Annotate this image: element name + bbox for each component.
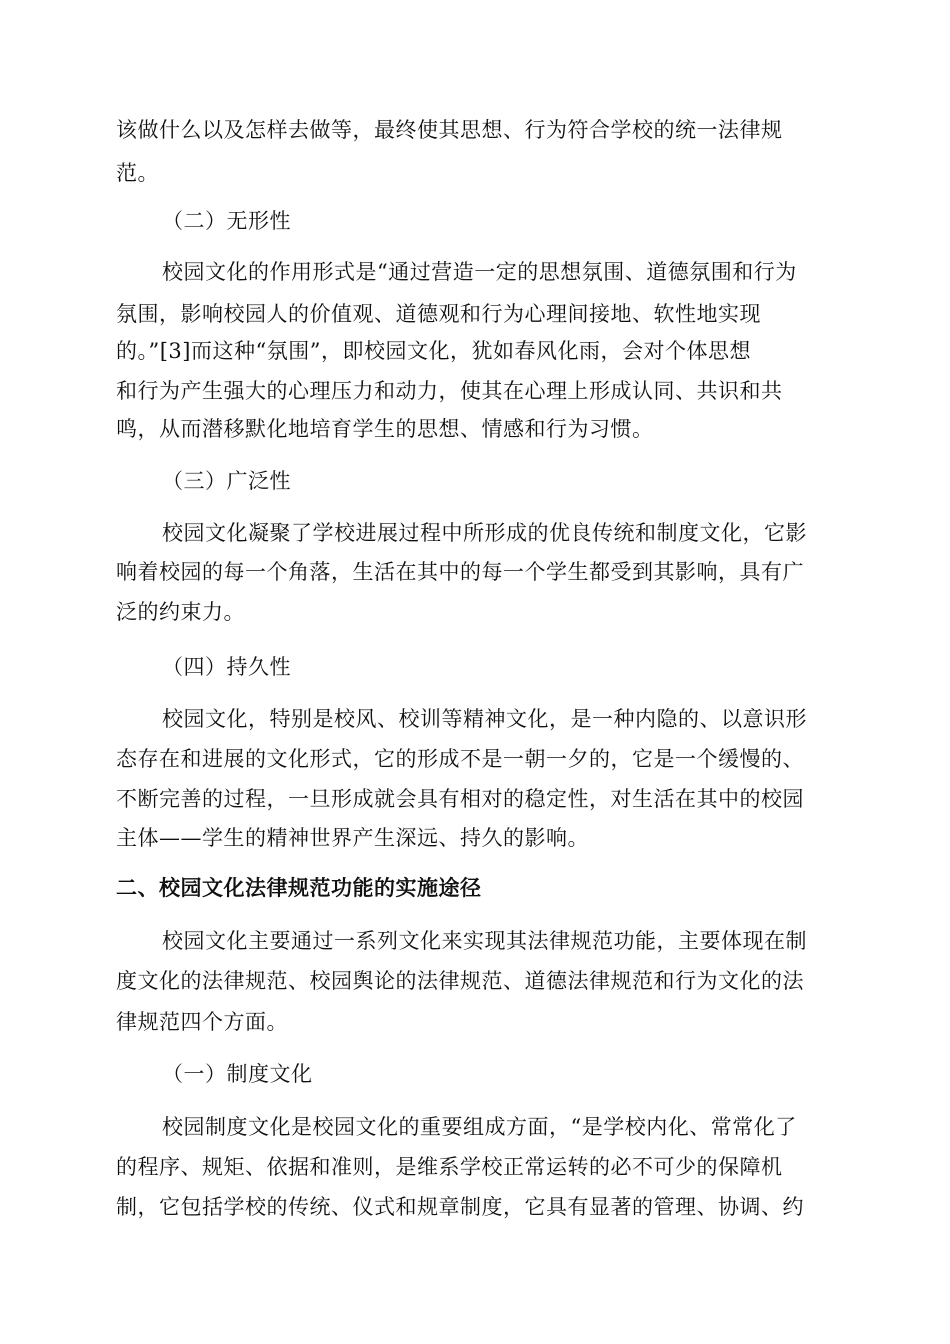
paragraph-line: 和行为产生强大的心理压力和动力，使其在心理上形成认同、共识和共 bbox=[116, 379, 783, 403]
subsection-heading: （四）持久性 bbox=[162, 655, 291, 679]
section-heading: 二、校园文化法律规范功能的实施途径 bbox=[116, 875, 482, 900]
paragraph-line: 氛围，影响校园人的价值观、道德观和行为心理间接地、软性地实现 bbox=[116, 302, 761, 326]
paragraph-line: 泛的约束力。 bbox=[116, 600, 245, 624]
paragraph-line: 的程序、规矩、依据和准则，是维系学校正常运转的必不可少的保障机 bbox=[116, 1155, 783, 1179]
paragraph-line: 校园文化凝聚了学校进展过程中所形成的优良传统和制度文化，它影 bbox=[162, 521, 807, 545]
subsection-heading: （二）无形性 bbox=[162, 209, 291, 233]
paragraph-line: 的。”[3]而这种“氛围”，即校园文化，犹如春风化雨，会对个体思想 bbox=[116, 339, 751, 363]
paragraph-line: 律规范四个方面。 bbox=[116, 1010, 288, 1034]
paragraph-line: 制，它包括学校的传统、仪式和规章制度，它具有显著的管理、协调、约 bbox=[116, 1195, 804, 1219]
paragraph-line: 校园制度文化是校园文化的重要组成方面，“是学校内化、常常化了 bbox=[162, 1115, 797, 1139]
subsection-heading: （一）制度文化 bbox=[162, 1062, 313, 1086]
paragraph-line: 校园文化的作用形式是“通过营造一定的思想氛围、道德氛围和行为 bbox=[162, 260, 797, 284]
paragraph-line: 态存在和进展的文化形式，它的形成不是一朝一夕的，它是一个缓慢的、 bbox=[116, 747, 804, 771]
paragraph-line: 鸣，从而潜移默化地培育学生的思想、情感和行为习惯。 bbox=[116, 417, 654, 441]
paragraph-line: 范。 bbox=[116, 161, 159, 185]
paragraph-line: 该做什么以及怎样去做等，最终使其思想、行为符合学校的统一法律规 bbox=[116, 118, 783, 142]
paragraph-line: 主体——学生的精神世界产生深远、持久的影响。 bbox=[116, 826, 589, 850]
paragraph-line: 不断完善的过程，一旦形成就会具有相对的稳定性，对生活在其中的校园 bbox=[116, 787, 804, 811]
paragraph-line: 响着校园的每一个角落，生活在其中的每一个学生都受到其影响，具有广 bbox=[116, 560, 804, 584]
paragraph-line: 校园文化主要通过一系列文化来实现其法律规范功能，主要体现在制 bbox=[162, 929, 807, 953]
paragraph-line: 度文化的法律规范、校园舆论的法律规范、道德法律规范和行为文化的法 bbox=[116, 969, 804, 993]
paragraph-line: 校园文化，特别是校风、校训等精神文化，是一种内隐的、以意识形 bbox=[162, 707, 807, 731]
subsection-heading: （三）广泛性 bbox=[162, 469, 291, 493]
